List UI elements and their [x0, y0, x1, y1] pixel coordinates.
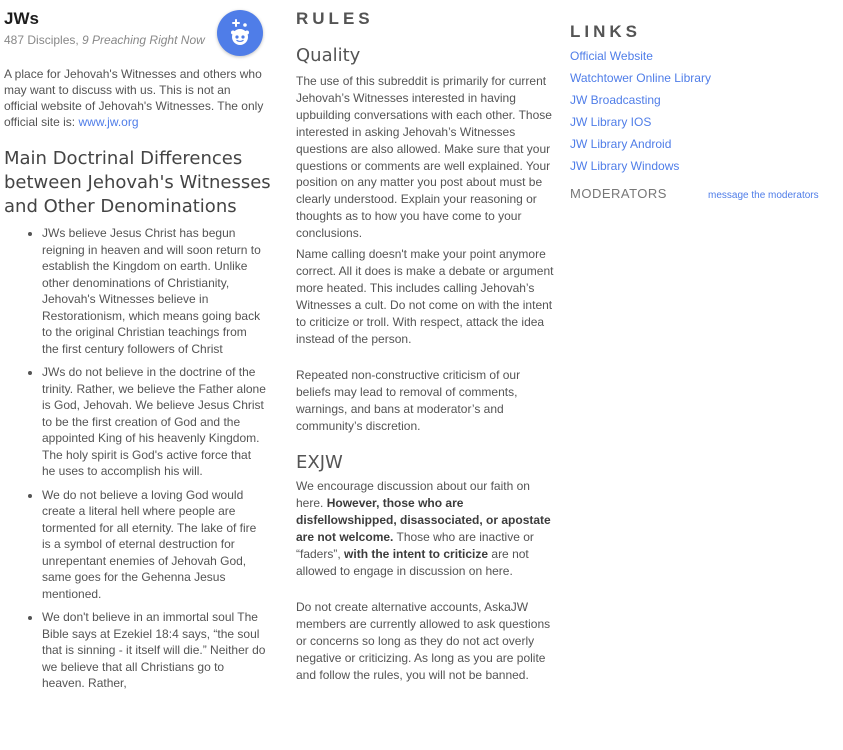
links-list: [570, 47, 711, 179]
link-jw-library-ios[interactable]: JW Library IOS: [570, 115, 652, 129]
official-site-link[interactable]: www.jw.org: [78, 115, 139, 129]
rule-text: Do not create alternative accounts, AskaJW members are currently allowed to ask questions or concerns so long as they do not act overly negative or criticizing. As long as you are polite and follow the rules, you will not be banned.: [296, 600, 551, 682]
moderators-label: MODERATORS: [570, 186, 667, 201]
rule-title-quality: Quality: [296, 45, 361, 66]
links-heading: LINKS: [570, 22, 641, 41]
list-item: • We do not believe a loving God would create a literal hell where people are tormented for all eternity. The lake of fire is a symbol of eternal destruction for unrepentant enemies of Jehovah God, same goes for the Gehenna Jesus mentioned.: [42, 487, 266, 603]
snoo-plus-icon: [225, 18, 255, 48]
rules-heading: RULES: [296, 9, 374, 28]
link-watchtower-library[interactable]: Watchtower Online Library: [570, 71, 711, 85]
rule-text: Name calling doesn't make your point anymore correct. All it does is make a debate or argument more heated. This includes calling Jehovah’s Witnesses a cult. Do not come on with the intent to criticize or troll. With respect, attack the idea instead of the person.: [296, 247, 554, 346]
subreddit-stats: [4, 33, 205, 47]
rule-text: We encourage discussion about our faith on here. However, those who are disfellowshipped, disassociated, or apostate are not welcome. Those who are inactive or “faders”, with the intent to criticize are not allowed to engage in discussion on here.: [296, 479, 551, 578]
link-jw-library-windows[interactable]: JW Library Windows: [570, 159, 680, 173]
doctrine-list: [4, 225, 266, 699]
create-post-button[interactable]: [217, 10, 263, 56]
link-jw-library-android[interactable]: JW Library Android: [570, 137, 672, 151]
doctrine-heading: Main Doctrinal Differences between Jehovah's Witnesses and Other Denominations: [4, 148, 271, 217]
list-item: • JWs do not believe in the doctrine of the trinity. Rather, we believe the Father alone is God, Jehovah. We believe Jesus Christ to be the first creation of God and the appointed King of his heavenly Kingdom. The holy spirit is God's active force that he uses to accomplish his will.: [42, 364, 266, 480]
subreddit-description: A place for Jehovah's Witnesses and others who may want to discuss with us. This is not an official website of Jehovah's Witnesses. The only official site is: www.jw.org: [4, 67, 264, 129]
rule-text: The use of this subreddit is primarily for current Jehovah’s Witnesses interested in having upbuilding conversations with each other. Those interested in asking Jehovah’s Witnesses questions are also allowed. Make sure that your questions or comments are well explained. Your position on any matter you post about must be clearly understood. Explain your reasoning or thoughts as to how you have come to your conclusions.: [296, 74, 552, 241]
rule-text: Repeated non-constructive criticism of our beliefs may lead to removal of comments, warnings, and bans at moderator’s and community’s discretion.: [296, 368, 521, 433]
subreddit-name[interactable]: JWs: [4, 9, 39, 28]
subscriber-count: 487 Disciples,: [4, 33, 79, 47]
rule-title-exjw: EXJW: [296, 452, 343, 473]
message-moderators-link[interactable]: message the moderators: [708, 190, 819, 201]
list-item: • JWs believe Jesus Christ has begun reigning in heaven and will soon return to establish the Kingdom on earth. Unlike other denominations of Christianity, Jehovah's Witnesses believe in Restorationism, which means going back to the original Christian teachings from the first century followers of Christ: [42, 225, 266, 357]
list-item: • We don't believe in an immortal soul The Bible says at Ezekiel 18:4 says, “the soul that is sinning - it itself will die.” Neither do we believe that all Christians go to heaven. Rather,: [42, 609, 266, 692]
online-count: 9 Preaching Right Now: [82, 33, 205, 47]
link-official-website[interactable]: Official Website: [570, 49, 653, 63]
link-jw-broadcasting[interactable]: JW Broadcasting: [570, 93, 661, 107]
